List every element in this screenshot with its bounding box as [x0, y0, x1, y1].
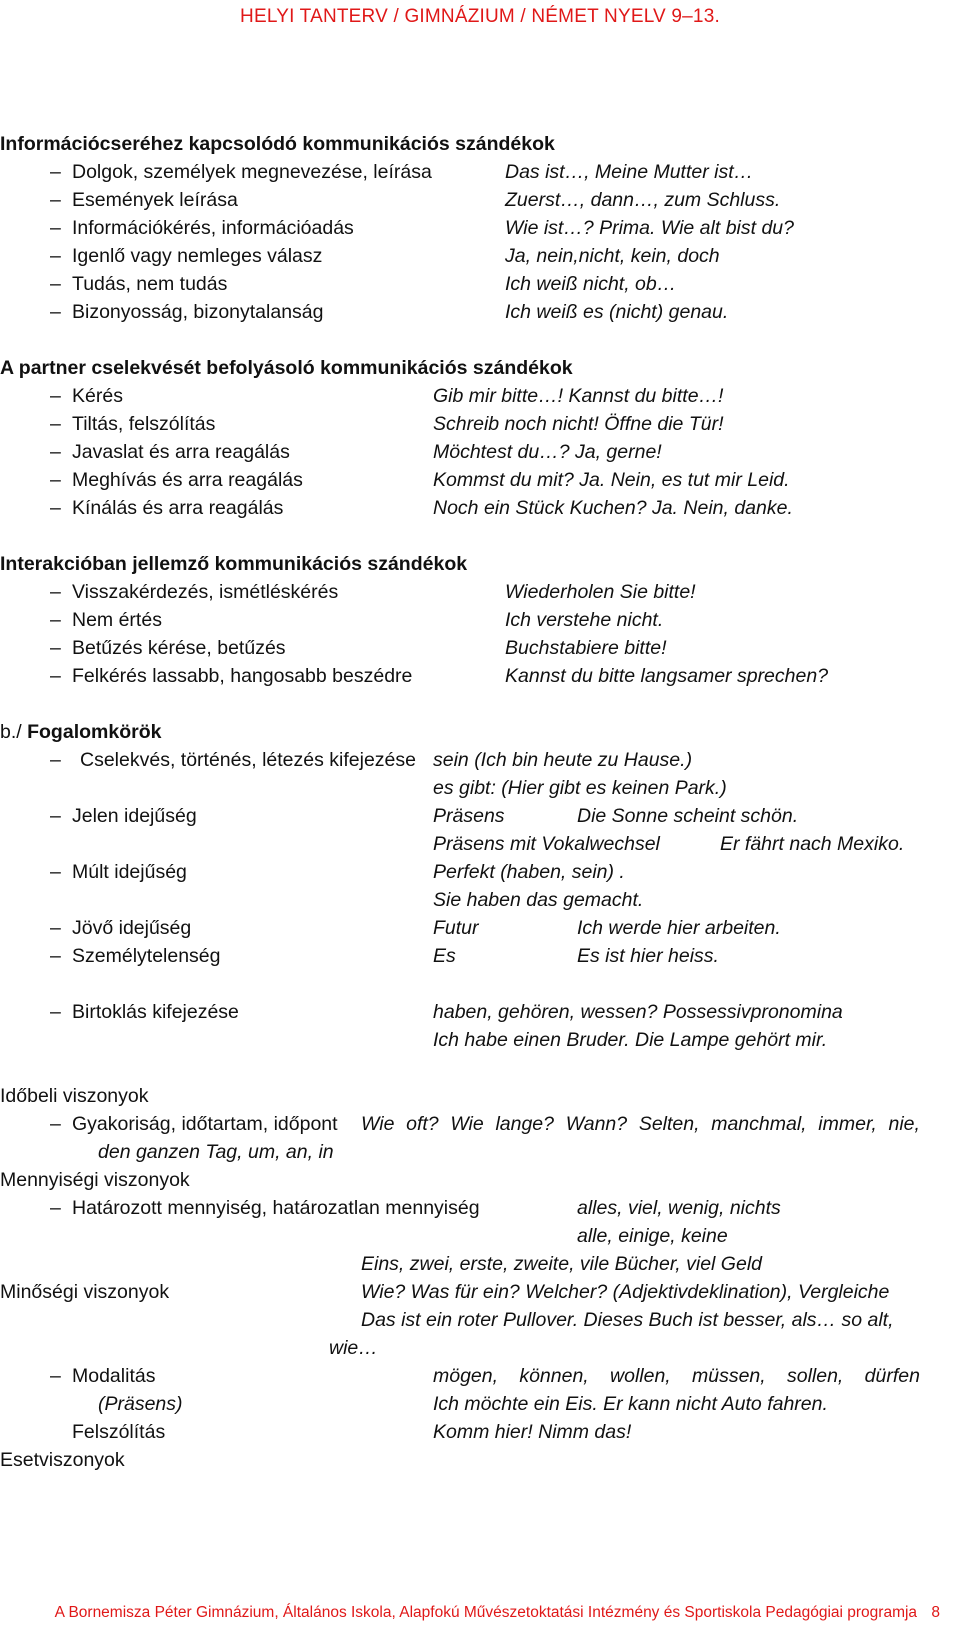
- list-item-example: es gibt: (Hier gibt es keinen Park.): [433, 777, 727, 799]
- section-title: Információcseréhez kapcsolódó kommunikációs szándékok: [0, 133, 555, 155]
- justified-example: [433, 1364, 920, 1388]
- list-item-example: Buchstabiere bitte!: [505, 637, 667, 659]
- list-item-example: Ja, nein,nicht, kein, doch: [505, 245, 720, 267]
- list-dash: –: [50, 861, 61, 883]
- list-dash: –: [50, 385, 61, 407]
- list-dash: –: [50, 217, 61, 239]
- list-item-sublabel: (Präsens): [98, 1393, 183, 1415]
- word: wollen,: [610, 1365, 671, 1387]
- word: Selten,: [638, 1113, 700, 1135]
- list-dash: –: [50, 609, 61, 631]
- list-item-example: den ganzen Tag, um, an, in: [98, 1141, 334, 1163]
- subsection-title: Mennyiségi viszonyok: [0, 1169, 190, 1191]
- list-item-example: Kannst du bitte langsamer sprechen?: [505, 665, 829, 687]
- list-item-example: Ich weiß es (nicht) genau.: [505, 301, 729, 323]
- list-item-example: Ich weiß nicht, ob…: [505, 273, 677, 295]
- word: lange?: [495, 1113, 554, 1135]
- list-item-example: Möchtest du…? Ja, gerne!: [433, 441, 662, 463]
- list-dash: –: [50, 497, 61, 519]
- section-title: Fogalomkörök: [27, 721, 162, 743]
- list-item-label: Nem értés: [72, 609, 162, 631]
- list-item-label: Múlt idejűség: [72, 861, 187, 883]
- tense-name: Perfekt (haben, sein) .: [433, 861, 625, 883]
- word: immer,: [818, 1113, 877, 1135]
- list-item-example: alle, einige, keine: [577, 1225, 728, 1247]
- list-item-example: Komm hier! Nimm das!: [433, 1421, 632, 1443]
- list-item-label: Jelen idejűség: [72, 805, 197, 827]
- tense-name: Futur: [433, 917, 479, 939]
- list-dash: –: [50, 301, 61, 323]
- list-item-label: Felszólítás: [72, 1421, 166, 1443]
- list-item-example: Wie? Was für ein? Welcher? (Adjektivdeklination), Vergleiche: [361, 1281, 890, 1303]
- word: manchmal,: [711, 1113, 807, 1135]
- list-item-example: Noch ein Stück Kuchen? Ja. Nein, danke.: [433, 497, 793, 519]
- list-item-label: Jövő idejűség: [72, 917, 192, 939]
- list-dash: –: [50, 469, 61, 491]
- page-footer: [20, 1604, 940, 1622]
- word: müssen,: [692, 1365, 766, 1387]
- list-dash: –: [50, 637, 61, 659]
- subsection-title: Esetviszonyok: [0, 1449, 125, 1471]
- word: Wann?: [565, 1113, 628, 1135]
- tense-name: Es: [433, 945, 456, 967]
- section-title: Interakcióban jellemző kommunikációs szándékok: [0, 553, 468, 575]
- list-item-example: alles, viel, wenig, nichts: [577, 1197, 781, 1219]
- tense-example: Es ist hier heiss.: [577, 945, 719, 967]
- list-item-label: Meghívás és arra reagálás: [72, 469, 303, 491]
- list-item-example: Ich verstehe nicht.: [505, 609, 664, 631]
- tense-name: Präsens mit Vokalwechsel: [433, 833, 660, 855]
- list-dash: –: [50, 189, 61, 211]
- word: mögen,: [433, 1365, 499, 1387]
- list-item-label: Kínálás és arra reagálás: [72, 497, 284, 519]
- list-item-example: sein (Ich bin heute zu Hause.): [433, 749, 693, 771]
- word: oft?: [406, 1113, 439, 1135]
- word: sollen,: [786, 1365, 844, 1387]
- list-dash: –: [50, 805, 61, 827]
- subsection-title: Minőségi viszonyok: [0, 1281, 170, 1303]
- list-item-label: Információkérés, információadás: [72, 217, 354, 239]
- tense-example: Er fährt nach Mexiko.: [720, 833, 905, 855]
- footer-text: A Bornemisza Péter Gimnázium, Általános Iskola, Alapfokú Művészetoktatási Intézmény és Sportiskola Pedagógiai programja: [54, 1604, 918, 1621]
- list-item-example: Das ist…, Meine Mutter ist…: [505, 161, 754, 183]
- tense-example: Die Sonne scheint schön.: [577, 805, 799, 827]
- list-item-label: Birtoklás kifejezése: [72, 1001, 239, 1023]
- list-dash: –: [50, 413, 61, 435]
- list-item-example: Schreib noch nicht! Öffne die Tür!: [433, 413, 724, 435]
- list-item-label: Események leírása: [72, 189, 238, 211]
- tense-example: Ich werde hier arbeiten.: [577, 917, 781, 939]
- section-title: A partner cselekvését befolyásoló kommunikációs szándékok: [0, 357, 573, 379]
- list-item-example: Zuerst…, dann…, zum Schluss.: [505, 189, 781, 211]
- page-header: HELYI TANTERV / GIMNÁZIUM / NÉMET NYELV 9–13.: [240, 6, 720, 27]
- section-prefix: b./: [0, 721, 22, 743]
- list-item-label: Személytelenség: [72, 945, 221, 967]
- list-item-example: Ich habe einen Bruder. Die Lampe gehört mir.: [433, 1029, 828, 1051]
- list-dash: –: [50, 917, 61, 939]
- list-item-label: Visszakérdezés, ismétléskérés: [72, 581, 339, 603]
- list-item-label: Betűzés kérése, betűzés: [72, 637, 286, 659]
- word: Wie: [361, 1113, 395, 1135]
- list-item-example: haben, gehören, wessen? Possessivpronomina: [433, 1001, 843, 1023]
- list-dash: –: [50, 1197, 61, 1219]
- list-item-example: Gib mir bitte…! Kannst du bitte…!: [433, 385, 724, 407]
- list-dash: –: [50, 945, 61, 967]
- list-dash: –: [50, 1001, 61, 1023]
- list-dash: –: [50, 245, 61, 267]
- section-heading: [0, 720, 161, 744]
- list-item-label: Bizonyosság, bizonytalanság: [72, 301, 324, 323]
- list-dash: –: [50, 1113, 61, 1135]
- list-item-label: Cselekvés, történés, létezés kifejezése: [80, 749, 416, 771]
- list-item-example: Ich möchte ein Eis. Er kann nicht Auto fahren.: [433, 1393, 828, 1415]
- justified-example: [361, 1112, 920, 1136]
- subsection-title: Időbeli viszonyok: [0, 1085, 149, 1107]
- list-item-label: Kérés: [72, 385, 123, 407]
- list-dash: –: [50, 581, 61, 603]
- list-item-label: Tiltás, felszólítás: [72, 413, 216, 435]
- list-item-label: Javaslat és arra reagálás: [72, 441, 290, 463]
- list-dash: –: [50, 161, 61, 183]
- page-number: 8: [931, 1604, 940, 1621]
- word: dürfen: [864, 1365, 920, 1387]
- list-item-label: Tudás, nem tudás: [72, 273, 228, 295]
- list-item-example: Das ist ein roter Pullover. Dieses Buch ist besser, als… so alt,: [361, 1309, 894, 1331]
- list-item-example: Kommst du mit? Ja. Nein, es tut mir Leid.: [433, 469, 790, 491]
- list-item-label: Felkérés lassabb, hangosabb beszédre: [72, 665, 413, 687]
- word: können,: [519, 1365, 589, 1387]
- tense-name: Präsens: [433, 805, 505, 827]
- word: Wie: [450, 1113, 484, 1135]
- list-dash: –: [50, 665, 61, 687]
- list-dash: –: [50, 441, 61, 463]
- list-item-example: Wie ist…? Prima. Wie alt bist du?: [505, 217, 794, 239]
- list-item-label: Modalitás: [72, 1365, 156, 1387]
- list-item-label: Gyakoriság, időtartam, időpont: [72, 1113, 338, 1135]
- list-dash: –: [50, 749, 61, 771]
- list-item-example: Wiederholen Sie bitte!: [505, 581, 696, 603]
- list-item-label: Dolgok, személyek megnevezése, leírása: [72, 161, 432, 183]
- list-item-label: Igenlő vagy nemleges válasz: [72, 245, 323, 267]
- list-item-example: Eins, zwei, erste, zweite, vile Bücher, viel Geld: [361, 1253, 762, 1275]
- list-dash: –: [50, 273, 61, 295]
- tense-example: Sie haben das gemacht.: [433, 889, 644, 911]
- list-dash: –: [50, 1365, 61, 1387]
- word: nie,: [888, 1113, 920, 1135]
- list-item-label: Határozott mennyiség, határozatlan mennyiség: [72, 1197, 480, 1219]
- list-item-example: wie…: [329, 1337, 378, 1359]
